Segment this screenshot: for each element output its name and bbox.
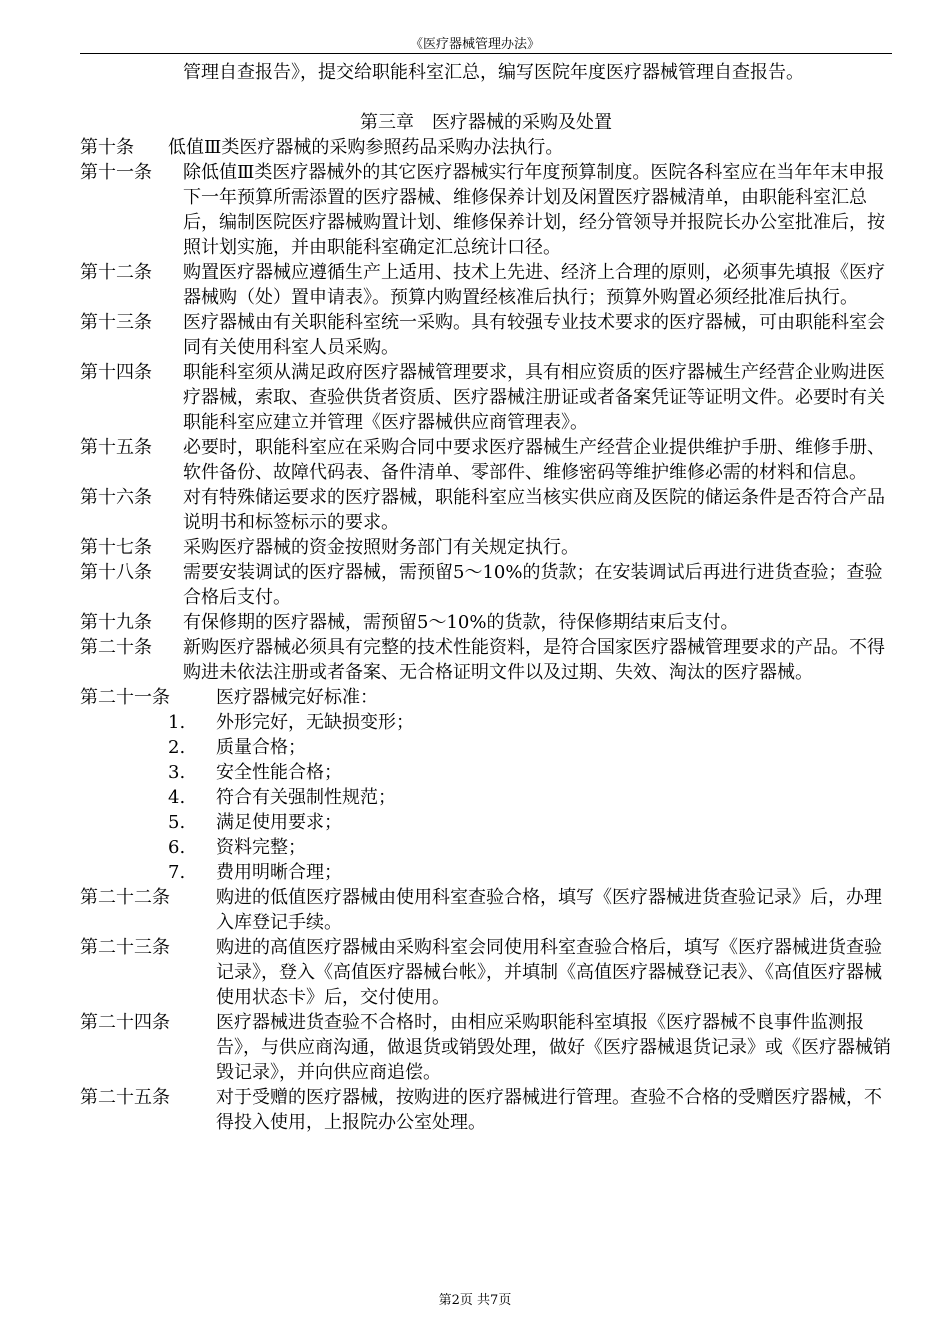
chapter-title: 第三章 医疗器械的采购及处置 — [360, 112, 612, 133]
article-label: 第十五条 — [80, 437, 152, 458]
list-number: 1. — [168, 712, 186, 733]
article-text: 对有特殊储运要求的医疗器械，职能科室应当核实供应商及医院的储运条件是否符合产品说明书和标签标示的要求。 — [183, 487, 885, 533]
article — [80, 685, 892, 710]
list-number: 2. — [168, 737, 186, 758]
article — [80, 435, 892, 485]
list-number: 3. — [168, 762, 186, 783]
page-footer: 第2页 共7页 — [438, 1293, 512, 1308]
article — [80, 535, 892, 560]
article-label: 第十条 — [80, 137, 134, 158]
list-number: 5. — [168, 812, 186, 833]
continued-paragraph: 管理自查报告》，提交给职能科室汇总，编写医院年度医疗器械管理自查报告。 — [183, 62, 804, 83]
article-label: 第十七条 — [80, 537, 152, 558]
article-text: 购置医疗器械应遵循生产上适用、技术上先进、经济上合理的原则，必须事先填报《医疗器械购（处）置申请表》。预算内购置经核准后执行；预算外购置必须经批准后执行。 — [183, 262, 885, 308]
article-text: 需要安装调试的医疗器械，需预留5～10%的货款；在安装调试后再进行进货查验；查验合格后支付。 — [183, 562, 883, 608]
article-text: 除低值Ⅲ类医疗器械外的其它医疗器械实行年度预算制度。医院各科室应在当年年末申报下一年预算所需添置的医疗器械、维修保养计划及闲置医疗器械清单，由职能科室汇总后，编制医院医疗器械购置计划、维修保养计划，经分管领导并报院长办公室批准后，按照计划实施，并由职能科室确定汇总统计口径。 — [183, 162, 885, 258]
list-text: 安全性能合格； — [216, 762, 342, 783]
article-label: 第二十一条 — [80, 687, 170, 708]
header-rule — [80, 53, 892, 54]
article — [80, 260, 892, 310]
article-label: 第十九条 — [80, 612, 152, 633]
article — [80, 160, 892, 260]
list-item — [80, 710, 892, 735]
article-label: 第二十条 — [80, 637, 152, 658]
article-text: 必要时，职能科室应在采购合同中要求医疗器械生产经营企业提供维护手册、维修手册、软件备份、故障代码表、备件清单、零部件、维修密码等维护维修必需的材料和信息。 — [183, 437, 885, 483]
document-body — [80, 60, 892, 1135]
article — [80, 360, 892, 435]
list-text: 质量合格； — [216, 737, 306, 758]
article-text: 对于受赠的医疗器械，按购进的医疗器械进行管理。查验不合格的受赠医疗器械，不得投入使用，上报院办公室处理。 — [216, 1087, 882, 1133]
article-text: 医疗器械进货查验不合格时，由相应采购职能科室填报《医疗器械不良事件监测报告》，与供应商沟通，做退货或销毁处理，做好《医疗器械退货记录》或《医疗器械销毁记录》，并向供应商追偿。 — [216, 1012, 891, 1083]
article-label: 第十四条 — [80, 362, 152, 383]
article — [80, 935, 892, 1010]
list-item — [80, 785, 892, 810]
list-text: 费用明晰合理； — [216, 862, 342, 883]
list-number: 6. — [168, 837, 186, 858]
list-text: 资料完整； — [216, 837, 306, 858]
list-item — [80, 810, 892, 835]
article — [80, 885, 892, 935]
article-text: 购进的低值医疗器械由使用科室查验合格，填写《医疗器械进货查验记录》后，办理入库登记手续。 — [216, 887, 882, 933]
article-label: 第十六条 — [80, 487, 152, 508]
article-text: 购进的高值医疗器械由采购科室会同使用科室查验合格后，填写《医疗器械进货查验记录》，登入《高值医疗器械台帐》，并填制《高值医疗器械登记表》、《高值医疗器械使用状态卡》后，交付使用。 — [216, 937, 882, 1008]
article-label: 第二十二条 — [80, 887, 170, 908]
list-item — [80, 735, 892, 760]
article — [80, 1010, 892, 1085]
list-item — [80, 860, 892, 885]
article-text: 医疗器械由有关职能科室统一采购。具有较强专业技术要求的医疗器械，可由职能科室会同有关使用科室人员采购。 — [183, 312, 885, 358]
article-label: 第十二条 — [80, 262, 152, 283]
article — [80, 485, 892, 535]
list-item — [80, 760, 892, 785]
article-text: 低值Ⅲ类医疗器械的采购参照药品采购办法执行。 — [168, 137, 564, 158]
article-label: 第十八条 — [80, 562, 152, 583]
article-label: 第十一条 — [80, 162, 152, 183]
article-text: 职能科室须从满足政府医疗器械管理要求，具有相应资质的医疗器械生产经营企业购进医疗器械，索取、查验供货者资质、医疗器械注册证或者备案凭证等证明文件。必要时有关职能科室应建立并管理《医疗器械供应商管理表》。 — [183, 362, 885, 433]
article-label: 第二十三条 — [80, 937, 170, 958]
list-number: 7. — [168, 862, 186, 883]
article — [80, 560, 892, 610]
article — [80, 1085, 892, 1135]
article-text: 有保修期的医疗器械，需预留5～10%的货款，待保修期结束后支付。 — [183, 612, 739, 633]
article-text: 新购医疗器械必须具有完整的技术性能资料，是符合国家医疗器械管理要求的产品。不得购进未依法注册或者备案、无合格证明文件以及过期、失效、淘汰的医疗器械。 — [183, 637, 885, 683]
article — [80, 310, 892, 360]
article — [80, 135, 892, 160]
article-text: 医疗器械完好标准： — [216, 687, 378, 708]
list-item — [80, 835, 892, 860]
article-label: 第十三条 — [80, 312, 152, 333]
list-number: 4. — [168, 787, 186, 808]
page-header: 《医疗器械管理办法》 — [409, 37, 540, 52]
article — [80, 610, 892, 635]
list-text: 符合有关强制性规范； — [216, 787, 396, 808]
list-text: 外形完好，无缺损变形； — [216, 712, 414, 733]
standards-list — [80, 710, 892, 885]
article-label: 第二十四条 — [80, 1012, 170, 1033]
list-text: 满足使用要求； — [216, 812, 342, 833]
article-text: 采购医疗器械的资金按照财务部门有关规定执行。 — [183, 537, 579, 558]
article — [80, 635, 892, 685]
article-label: 第二十五条 — [80, 1087, 170, 1108]
